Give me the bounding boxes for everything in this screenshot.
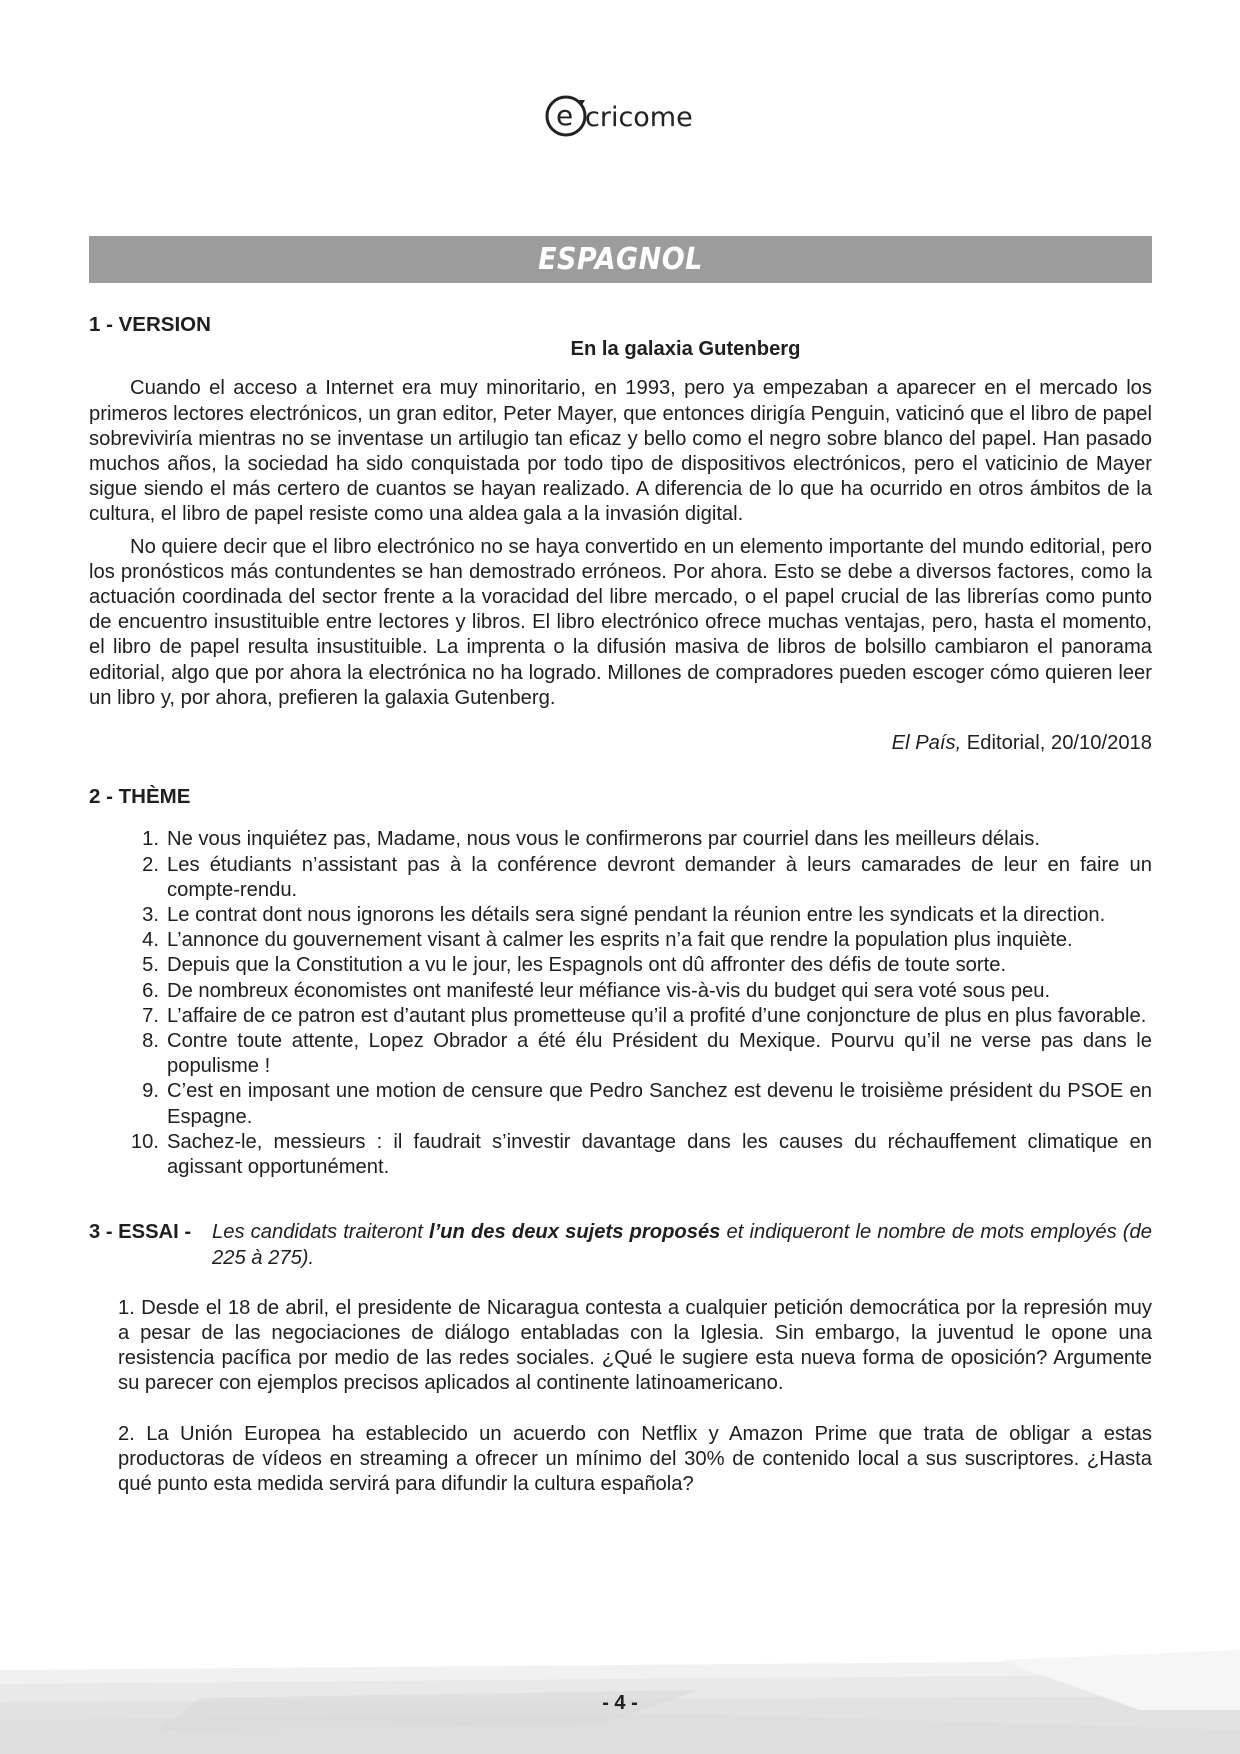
ecricome-logo xyxy=(0,90,1240,142)
subject-banner xyxy=(89,236,1152,283)
item-number: 4. xyxy=(142,929,159,952)
list-item xyxy=(89,1029,1152,1079)
item-text: Sachez-le, messieurs : il faudrait s’investir davantage dans les causes du réchauffement climatique en agissant opportunément. xyxy=(167,1130,1152,1179)
item-number: 5. xyxy=(142,954,159,977)
item-number: 8. xyxy=(142,1030,159,1053)
essay-topic: 2. La Unión Europea ha establecido un acuerdo con Netflix y Amazon Prime que trata de obligar a estas productoras de vídeos en streaming a ofrecer un mínimo del 30% de contenido local a sus suscriptores. ¿Hasta qué punto esta medida servirá para difundir la cultura española? xyxy=(118,1422,1152,1495)
item-text: De nombreux économistes ont manifesté leur méfiance vis-à-vis du budget qui sera voté sous peu. xyxy=(167,979,1051,1002)
item-text: Depuis que la Constitution a vu le jour, les Espagnols ont dû affronter des défis de toute sorte. xyxy=(167,954,1007,977)
item-text: Contre toute attente, Lopez Obrador a été élu Président du Mexique. Pourvu qu’il ne verse pas dans le populisme ! xyxy=(167,1030,1152,1078)
item-text: L’affaire de ce patron est d’autant plus prometteuse qu’il a profité d’une conjoncture de plus en plus favorable. xyxy=(167,1004,1147,1027)
item-number: 7. xyxy=(142,1004,159,1027)
item-text: Ne vous inquiétez pas, Madame, nous vous le confirmerons par courriel dans les meilleurs délais. xyxy=(167,828,1040,851)
article-title: En la galaxia Gutenberg xyxy=(570,338,801,361)
essai-instr-before: Les candidats traiteront xyxy=(212,1221,429,1244)
item-text: Les étudiants n’assistant pas à la conférence devront demander à leurs camarades de leur en faire un compte-rendu. xyxy=(167,853,1152,901)
logo-wordmark: cricome xyxy=(585,102,693,133)
list-item xyxy=(89,853,1152,903)
item-number: 10. xyxy=(130,1130,159,1153)
logo-mark-letter: e xyxy=(556,99,574,132)
list-item xyxy=(89,953,1152,978)
version-paragraph: Cuando el acceso a Internet era muy minoritario, en 1993, pero ya empezaban a aparecer en el mercado los primeros lectores electrónicos, un gran editor, Peter Mayer, que entonces dirigía Penguin, vaticinó que el libro de papel sobreviviría mientras no se inventase un artilugio tan eficaz y bello como el negro sobre blanco del papel. Han pasado muchos años, la sociedad ha sido conquistada por todo tipo de dispositivos electrónicos, pero el vaticinio de Mayer sigue siendo el más certero de cuantos se hayan realizado. A diferencia de lo que ha ocurrido en otros ámbitos de la cultura, el libro de papel resiste como una aldea gala a la invasión digital. xyxy=(89,377,1152,526)
item-number: 2. xyxy=(142,853,159,876)
essai-instr-after: et indiqueront le nombre de mots employés (de 225 à 275). xyxy=(212,1221,1152,1269)
list-item xyxy=(89,1130,1152,1180)
essai-heading xyxy=(89,1220,1152,1270)
source-publication: El País, xyxy=(891,732,962,755)
source-details: Editorial, 20/10/2018 xyxy=(961,732,1152,755)
item-text: L’annonce du gouvernement visant à calmer les esprits n’a fait que rendre la population plus inquiète. xyxy=(167,929,1073,952)
version-heading: 1 - VERSION xyxy=(89,313,211,336)
essai-instructions xyxy=(212,1220,1152,1270)
item-number: 1. xyxy=(142,828,159,851)
item-number: 3. xyxy=(142,904,159,927)
version-paragraph: No quiere decir que el libro electrónico no se haya convertido en un elemento importante del mundo editorial, pero los pronósticos más contundentes se han demostrado erróneos. Por ahora. Esto se debe a diversos factores, como la actuación coordinada del sector frente a la voracidad del libre mercado, o el papel crucial de las librerías como punto de encuentro insustituible entre lectores y libros. El libro electrónico ofrece muchas ventajas, pero, hasta el momento, el libro de papel resulta insustituible. La imprenta o la difusión masiva de libros de bolsillo cambiaron el panorama editorial, algo que por ahora la electrónica no ha logrado. Millones de compradores pueden escoger cómo quieren leer un libro y, por ahora, prefieren la galaxia Gutenberg. xyxy=(89,535,1152,709)
list-item xyxy=(89,979,1152,1004)
theme-list xyxy=(89,827,1152,1180)
subject-title: ESPAGNOL xyxy=(538,242,703,277)
article-source xyxy=(89,731,1152,756)
list-item xyxy=(89,1004,1152,1029)
essai-label: 3 - ESSAI - xyxy=(89,1221,192,1244)
essai-instr-bold: l’un des deux sujets proposés xyxy=(428,1221,721,1244)
item-number: 6. xyxy=(142,979,159,1002)
theme-heading: 2 - THÈME xyxy=(89,785,191,809)
essay-topic: 1. Desde el 18 de abril, el presidente de Nicaragua contesta a cualquier petición democrática por la represión muy a pesar de las negociaciones de diálogo entabladas con la Iglesia. Sin embargo, la juventud le opone una resistencia pacífica por medio de las redes sociales. ¿Qué le sugiere esta nueva forma de oposición? Argumente su parecer con ejemplos precisos aplicados al continente latinoamericano. xyxy=(118,1296,1152,1395)
ecricome-logo-mark xyxy=(545,90,695,142)
item-text: C’est en imposant une motion de censure que Pedro Sanchez est devenu le troisième président du PSOE en Espagne. xyxy=(167,1080,1152,1128)
list-item xyxy=(89,1079,1152,1129)
exam-content xyxy=(89,312,1152,1497)
item-text: Le contrat dont nous ignorons les détails sera signé pendant la réunion entre les syndicats et la direction. xyxy=(167,904,1106,927)
page-number: - 4 - xyxy=(602,1692,638,1714)
list-item xyxy=(89,903,1152,928)
list-item xyxy=(89,928,1152,953)
item-number: 9. xyxy=(142,1080,159,1103)
list-item xyxy=(89,827,1152,852)
